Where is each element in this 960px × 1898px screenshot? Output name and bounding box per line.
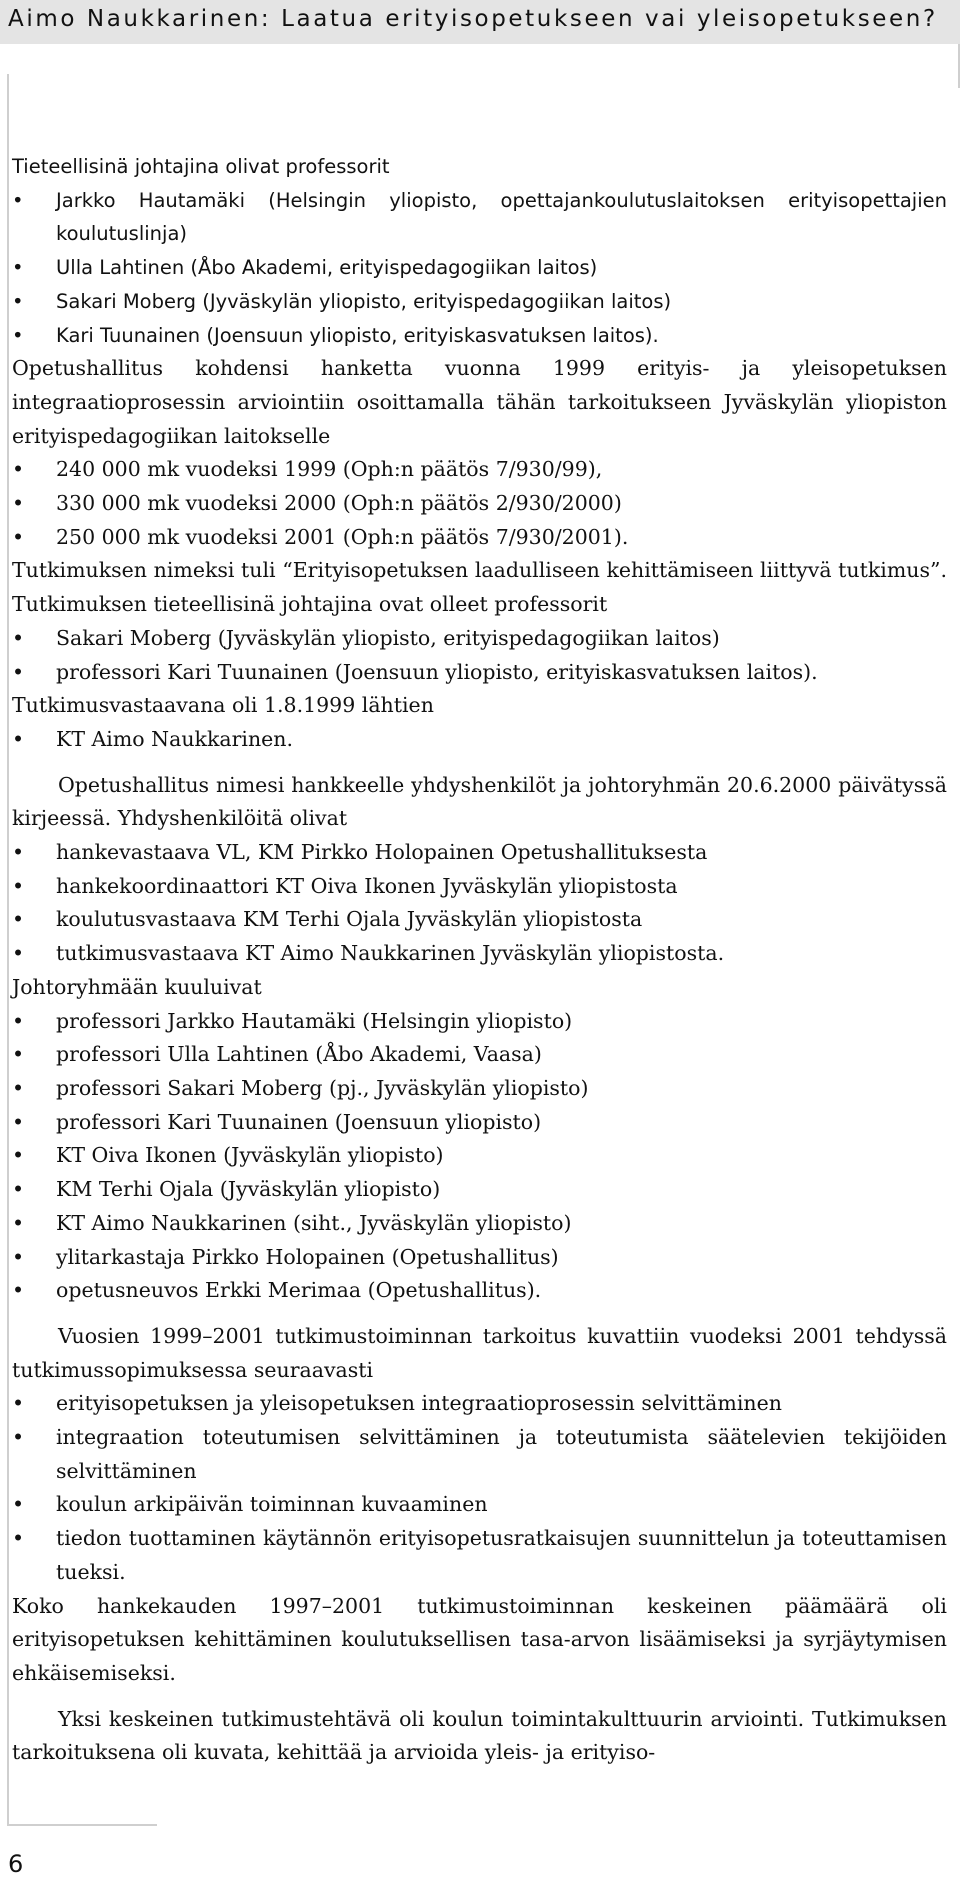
- list-item: • opetusneuvos Erkki Merimaa (Opetushallitus).: [12, 1274, 947, 1308]
- list-item: • Kari Tuunainen (Joensuun yliopisto, erityiskasvatuksen laitos).: [12, 319, 947, 353]
- contacts-intro: Opetushallitus nimesi hankkeelle yhdyshenkilöt ja johtoryhmän 20.6.2000 päivätyssä kirjeessä. Yhdyshenkilöitä olivat: [12, 772, 947, 831]
- list-item: • integraation toteutumisen selvittäminen ja toteutumista säätelevien tekijöiden selvittäminen: [12, 1421, 947, 1488]
- funding-intro: Opetushallitus kohdensi hanketta vuonna 1999 erityis- ja yleisopetuksen integraatioprosessin arviointiin osoittamalla tähän tarkoitukseen Jyväskylän yliopiston erityispedagogiikan laitokselle: [12, 356, 947, 448]
- page-number: 6: [8, 1850, 24, 1878]
- goal-paragraph: Koko hankekauden 1997–2001 tutkimustoiminnan keskeinen päämäärä oli erityisopetuksen kehittäminen koulutuksellisen tasa-arvon lisäämiseksi ja syrjäytymisen ehkäisemiseksi.: [12, 1593, 947, 1685]
- board-list: [12, 1005, 947, 1308]
- list-item: • KT Aimo Naukkarinen (siht., Jyväskylän yliopisto): [12, 1207, 947, 1241]
- board-intro: Johtoryhmään kuuluivat: [12, 974, 262, 999]
- purpose-list: [12, 1387, 947, 1589]
- responsible-list: [12, 723, 947, 757]
- footer-rule: [7, 1824, 157, 1826]
- list-item: • KM Terhi Ojala (Jyväskylän yliopisto): [12, 1173, 947, 1207]
- left-margin-rule: [7, 74, 9, 1824]
- list-item: • hankekoordinaattori KT Oiva Ikonen Jyväskylän yliopistosta: [12, 870, 947, 904]
- list-item: • koulun arkipäivän toiminnan kuvaaminen: [12, 1488, 947, 1522]
- list-item: • KT Aimo Naukkarinen.: [12, 723, 947, 757]
- page-header-title: Aimo Naukkarinen: Laatua erityisopetukseen vai yleisopetukseen?: [8, 6, 938, 32]
- list-item: • professori Sakari Moberg (pj., Jyväskylän yliopisto): [12, 1072, 947, 1106]
- list-item: • Ulla Lahtinen (Åbo Akademi, erityispedagogiikan laitos): [12, 251, 947, 285]
- list-item: • 240 000 mk vuodeksi 1999 (Oph:n päätös 7/930/99),: [12, 453, 947, 487]
- purpose-intro: Vuosien 1999–2001 tutkimustoiminnan tarkoitus kuvattiin vuodeksi 2001 tehdyssä tutkimussopimuksessa seuraavasti: [12, 1323, 947, 1382]
- list-item: • 250 000 mk vuodeksi 2001 (Oph:n päätös 7/930/2001).: [12, 521, 947, 555]
- research-name-paragraph: Tutkimuksen nimeksi tuli “Erityisopetuksen laadulliseen kehittämiseen liittyvä tutkimus”. Tutkimuksen tieteellisinä johtajina ovat olleet professorit: [12, 558, 947, 617]
- list-item: • tutkimusvastaava KT Aimo Naukkarinen Jyväskylän yliopistosta.: [12, 937, 947, 971]
- task-paragraph: Yksi keskeinen tutkimustehtävä oli koulun toimintakulttuurin arviointi. Tutkimuksen tarkoituksena oli kuvata, kehittää ja arvioida yleis- ja erityiso-: [12, 1706, 947, 1765]
- list-item: • hankevastaava VL, KM Pirkko Holopainen Opetushallituksesta: [12, 836, 947, 870]
- list-item: • ylitarkastaja Pirkko Holopainen (Opetushallitus): [12, 1241, 947, 1275]
- list-item: • professori Kari Tuunainen (Joensuun yliopisto, erityiskasvatuksen laitos).: [12, 656, 947, 690]
- funding-list: [12, 453, 947, 554]
- list-item: • Sakari Moberg (Jyväskylän yliopisto, erityispedagogiikan laitos): [12, 622, 947, 656]
- list-item: • Jarkko Hautamäki (Helsingin yliopisto, opettajankoulutuslaitoksen erityisopettajien koulutuslinja): [12, 184, 947, 251]
- list-item: • 330 000 mk vuodeksi 2000 (Oph:n päätös 2/930/2000): [12, 487, 947, 521]
- document-body: [12, 150, 947, 1770]
- list-item: • Sakari Moberg (Jyväskylän yliopisto, erityispedagogiikan laitos): [12, 285, 947, 319]
- list-item: • KT Oiva Ikonen (Jyväskylän yliopisto): [12, 1139, 947, 1173]
- list-item: • tiedon tuottaminen käytännön erityisopetusratkaisujen suunnittelun ja toteuttamisen tueksi.: [12, 1522, 947, 1589]
- list-item: • professori Jarkko Hautamäki (Helsingin yliopisto): [12, 1005, 947, 1039]
- leaders-list: [12, 184, 947, 353]
- leaders-intro: Tieteellisinä johtajina olivat professorit: [12, 155, 390, 178]
- list-item: • professori Ulla Lahtinen (Åbo Akademi, Vaasa): [12, 1038, 947, 1072]
- responsible-intro: Tutkimusvastaavana oli 1.8.1999 lähtien: [12, 693, 434, 718]
- contacts-list: [12, 836, 947, 971]
- list-item: • professori Kari Tuunainen (Joensuun yliopisto): [12, 1106, 947, 1140]
- directors-list: [12, 622, 947, 689]
- list-item: • koulutusvastaava KM Terhi Ojala Jyväskylän yliopistosta: [12, 903, 947, 937]
- list-item: • erityisopetuksen ja yleisopetuksen integraatioprosessin selvittäminen: [12, 1387, 947, 1421]
